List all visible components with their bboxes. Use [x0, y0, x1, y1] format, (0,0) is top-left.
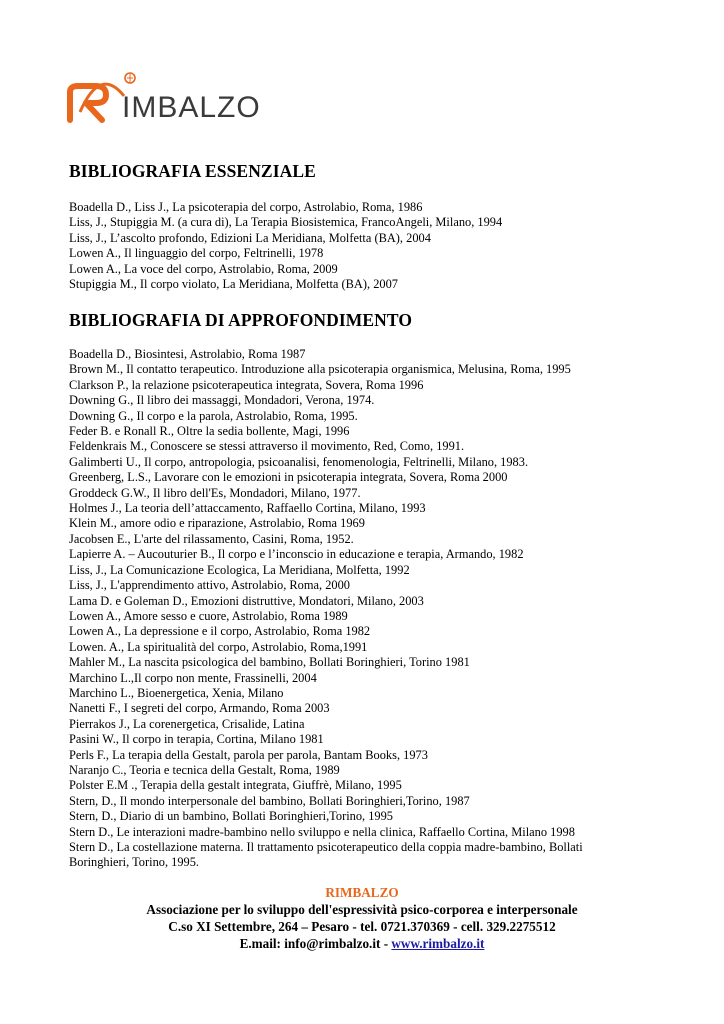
- bibliography-entry: Polster E.M ., Terapia della gestalt integrata, Giuffrè, Milano, 1995: [69, 778, 402, 793]
- footer-description: Associazione per lo sviluppo dell'espressività psico-corporea e interpersonale: [146, 902, 578, 917]
- bibliography-entry: Galimberti U., Il corpo, antropologia, psicoanalisi, fenomenologia, Feltrinelli, Milano, 1983.: [69, 454, 529, 469]
- bibliography-entry: Brown M., Il contatto terapeutico. Introduzione alla psicoterapia organismica, Melusina, Roma, 1995: [69, 362, 571, 377]
- section-title-essenziale: BIBLIOGRAFIA ESSENZIALE: [69, 161, 316, 181]
- bibliography-entry: Klein M., amore odio e riparazione, Astrolabio, Roma 1969: [69, 516, 365, 531]
- logo-wordmark: IMBALZO: [122, 91, 261, 124]
- bibliography-entry: Stupiggia M., Il corpo violato, La Meridiana, Molfetta (BA), 2007: [69, 277, 398, 292]
- bibliography-entry: Naranjo C., Teoria e tecnica della Gestalt, Roma, 1989: [69, 762, 340, 777]
- bibliography-entry: Stern, D., Diario di un bambino, Bollati Boringhieri,Torino, 1995: [69, 809, 394, 824]
- bibliography-entry: Jacobsen E., L'arte del rilassamento, Casini, Roma, 1952.: [69, 531, 354, 546]
- bibliography-entry: Lowen A., La depressione e il corpo, Astrolabio, Roma 1982: [69, 624, 371, 639]
- bibliography-entry: Marchino L., Bioenergetica, Xenia, Milano: [69, 685, 284, 700]
- footer: [0, 884, 724, 952]
- bibliography-entry: Stern D., La costellazione materna. Il trattamento psicoterapeutico della coppia madre-bambino, Bollati Boringhieri, Torino, 1995.: [69, 840, 583, 870]
- bibliography-entry: Boadella D., Biosintesi, Astrolabio, Roma 1987: [69, 347, 306, 361]
- section-title-approfondimento: BIBLIOGRAFIA DI APPROFONDIMENTO: [69, 310, 413, 330]
- bibliography-entry: Mahler M., La nascita psicologica del bambino, Bollati Boringhieri, Torino 1981: [69, 655, 470, 670]
- bibliography-entry: Lowen A., La voce del corpo, Astrolabio, Roma, 2009: [69, 261, 338, 276]
- bibliography-entry: Lapierre A. – Aucouturier B., Il corpo e l’inconscio in educazione e terapia, Armando, 1982: [69, 547, 524, 562]
- bibliography-entry: Feldenkrais M., Conoscere se stessi attraverso il movimento, Red, Como, 1991.: [69, 439, 465, 454]
- bibliography-entry: Nanetti F., I segreti del corpo, Armando, Roma 2003: [69, 701, 330, 716]
- bibliography-entry: Holmes J., La teoria dell’attaccamento, Raffaello Cortina, Milano, 1993: [69, 501, 426, 516]
- website-link[interactable]: www.rimbalzo.it: [391, 936, 485, 951]
- bibliography-list-essenziale: [69, 200, 639, 292]
- bibliography-entry: Lowen A., Il linguaggio del corpo, Feltrinelli, 1978: [69, 246, 324, 261]
- bibliography-entry: Liss, J., Stupiggia M. (a cura di), La Terapia Biosistemica, FrancoAngeli, Milano, 1994: [69, 215, 503, 230]
- bibliography-list-approfondimento: [69, 347, 639, 871]
- bibliography-entry: Clarkson P., la relazione psicoterapeutica integrata, Sovera, Roma 1996: [69, 377, 424, 392]
- bibliography-entry: Greenberg, L.S., Lavorare con le emozioni in psicoterapia integrata, Sovera, Roma 2000: [69, 470, 508, 485]
- bibliography-entry: Downing G., Il corpo e la parola, Astrolabio, Roma, 1995.: [69, 408, 358, 423]
- bibliography-entry: Groddeck G.W., Il libro dell'Es, Mondadori, Milano, 1977.: [69, 485, 361, 500]
- footer-contact: [0, 935, 724, 952]
- bibliography-entry: Liss, J., L'apprendimento attivo, Astrolabio, Roma, 2000: [69, 578, 350, 593]
- bibliography-entry: Lowen A., Amore sesso e cuore, Astrolabio, Roma 1989: [69, 608, 348, 623]
- bibliography-entry: Lama D. e Goleman D., Emozioni distruttive, Mondatori, Milano, 2003: [69, 593, 424, 608]
- bibliography-entry: Lowen. A., La spiritualità del corpo, Astrolabio, Roma,1991: [69, 639, 368, 654]
- bibliography-entry: Pasini W., Il corpo in terapia, Cortina, Milano 1981: [69, 732, 324, 747]
- footer-org-name: RIMBALZO: [325, 885, 399, 900]
- bibliography-entry: Liss, J., L’ascolto profondo, Edizioni La Meridiana, Molfetta (BA), 2004: [69, 230, 431, 245]
- bibliography-entry: Stern, D., Il mondo interpersonale del bambino, Bollati Boringhieri,Torino, 1987: [69, 793, 470, 808]
- bibliography-entry: Perls F., La terapia della Gestalt, parola per parola, Bantam Books, 1973: [69, 747, 428, 762]
- footer-address: C.so XI Settembre, 264 – Pesaro - tel. 0721.370369 - cell. 329.2275512: [168, 919, 556, 934]
- bibliography-entry: Downing G., Il libro dei massaggi, Mondadori, Verona, 1974.: [69, 393, 375, 408]
- bibliography-entry: Marchino L.,Il corpo non mente, Frassinelli, 2004: [69, 670, 317, 685]
- bibliography-entry: Boadella D., Liss J., La psicoterapia del corpo, Astrolabio, Roma, 1986: [69, 200, 423, 214]
- rimbalzo-logo: [66, 70, 296, 126]
- footer-email: E.mail: info@rimbalzo.it -: [239, 936, 392, 951]
- bibliography-entry: Pierrakos J., La corenergetica, Crisalide, Latina: [69, 716, 305, 731]
- bibliography-entry: Liss, J., La Comunicazione Ecologica, La Meridiana, Molfetta, 1992: [69, 562, 410, 577]
- bibliography-entry: Stern D., Le interazioni madre-bambino nello sviluppo e nella clinica, Raffaello Cortina, Milano 1998: [69, 824, 575, 839]
- bibliography-entry: Feder B. e Ronall R., Oltre la sedia bollente, Magi, 1996: [69, 424, 350, 439]
